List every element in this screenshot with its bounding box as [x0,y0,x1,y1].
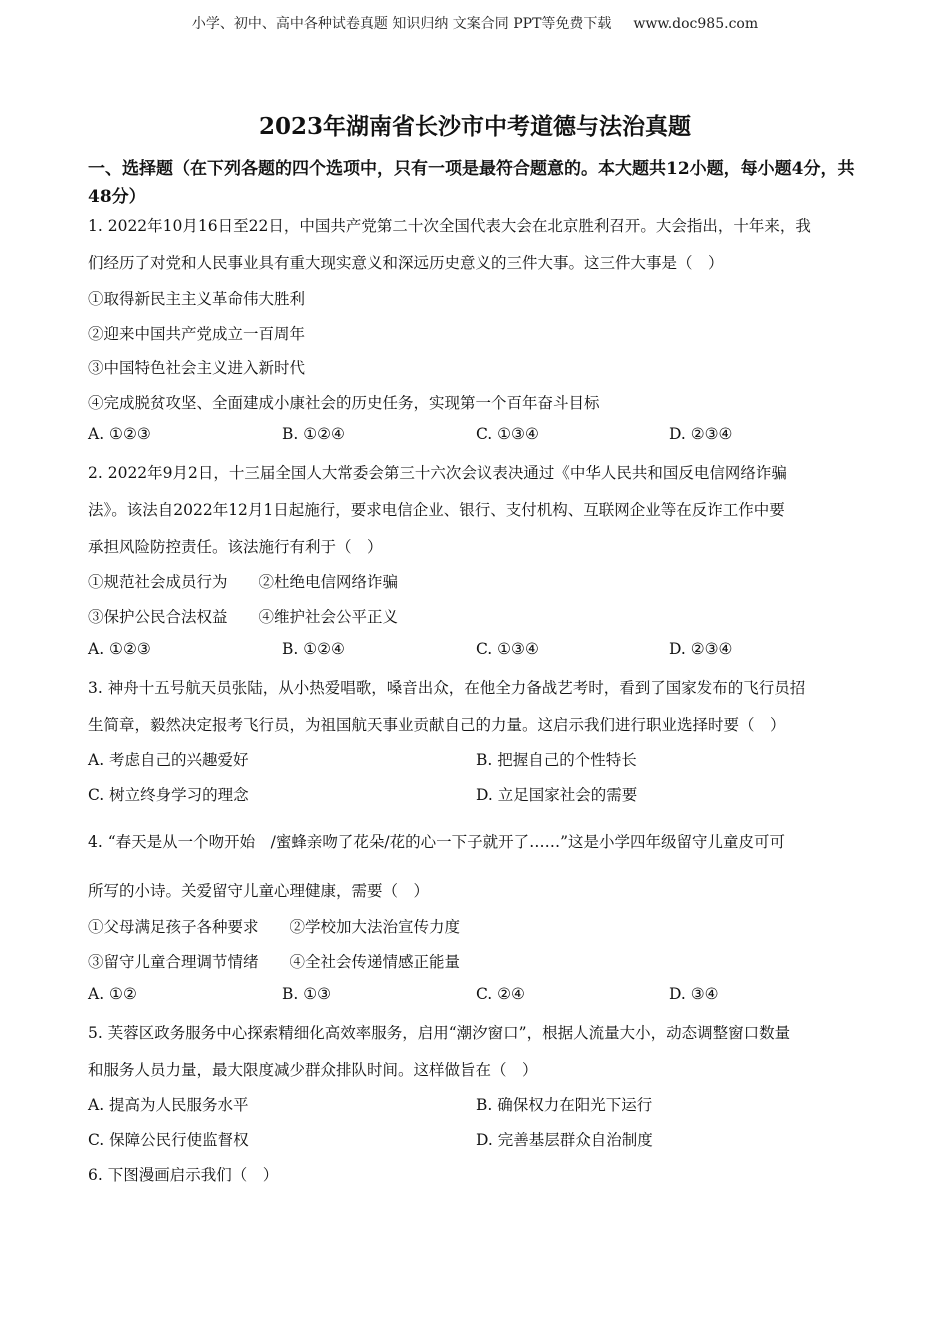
q4-option-b[interactable]: B. ①③ [282,985,332,1003]
q2-option-a[interactable]: A. ①②③ [88,640,151,658]
q5-option-c[interactable]: C. 保障公民行使监督权 [88,1131,249,1149]
q1-item-2: ②迎来中国共产党成立一百周年 [88,325,306,343]
section-heading: 一、选择题（在下列各题的四个选项中，只有一项是最符合题意的。本大题共12小题，每小题4分，共48分） [88,159,855,207]
q2-option-c[interactable]: C. ①③④ [476,640,539,658]
q4-option-d[interactable]: D. ③④ [669,985,719,1003]
q1-option-c[interactable]: C. ①③④ [476,425,539,443]
exam-title: 2023年湖南省长沙市中考道德与法治真题 [258,113,691,140]
q2-items-row-1: ①规范社会成员行为 ②杜绝电信网络诈骗 [88,573,399,591]
q3-option-d[interactable]: D. 立足国家社会的需要 [476,786,638,804]
q4-stem-line-1: 4. “春天是从一个吻开始 /蜜蜂亲吻了花朵/花的心一下子就开了……”这是小学四年级留守儿童皮可可 [88,833,786,851]
header-text: 小学、初中、高中各种试卷真题 知识归纳 文案合同 PPT等免费下载 [191,16,612,32]
q1-item-3: ③中国特色社会主义进入新时代 [88,359,306,377]
q1-option-d[interactable]: D. ②③④ [669,425,733,443]
q5-stem-line-1: 5. 芙蓉区政务服务中心探索精细化高效率服务，启用“潮汐窗口”，根据人流量大小，动态调整窗口数量 [88,1024,791,1042]
q1-option-b[interactable]: B. ①②④ [282,425,345,443]
q4-items-row-1: ①父母满足孩子各种要求 ②学校加大法治宣传力度 [88,918,461,936]
q5-option-d[interactable]: D. 完善基层群众自治制度 [476,1131,653,1149]
q3-option-a[interactable]: A. 考虑自己的兴趣爱好 [88,751,249,769]
q2-stem-line-3: 承担风险防控责任。该法施行有利于（ ） [88,538,383,556]
q1-option-a[interactable]: A. ①②③ [88,425,151,443]
page-header [0,13,950,33]
q4-option-c[interactable]: C. ②④ [476,985,525,1003]
q3-stem-line-1: 3. 神舟十五号航天员张陆，从小热爱唱歌，嗓音出众，在他全力备战艺考时，看到了国家发布的飞行员招 [88,679,806,697]
q1-stem-line-1: 1. 2022年10月16日至22日，中国共产党第二十次全国代表大会在北京胜利召开。大会指出，十年来，我 [88,217,811,235]
q4-items-row-2: ③留守儿童合理调节情绪 ④全社会传递情感正能量 [88,953,461,971]
q4-option-a[interactable]: A. ①② [88,985,137,1003]
q6-stem-line-1: 6. 下图漫画启示我们（ ） [88,1166,279,1184]
header-url[interactable]: www.doc985.com [633,16,759,32]
q3-option-c[interactable]: C. 树立终身学习的理念 [88,786,249,804]
q1-item-1: ①取得新民主主义革命伟大胜利 [88,290,306,308]
q2-items-row-2: ③保护公民合法权益 ④维护社会公平正义 [88,608,399,626]
q1-stem-line-2: 们经历了对党和人民事业具有重大现实意义和深远历史意义的三件大事。这三件大事是（ ） [88,254,724,272]
q2-stem-line-2: 法》。该法自2022年12月1日起施行，要求电信企业、银行、支付机构、互联网企业等在反诈工作中要 [88,501,785,519]
q3-stem-line-2: 生简章，毅然决定报考飞行员，为祖国航天事业贡献自己的力量。这启示我们进行职业选择时要（ ） [88,716,786,734]
q2-option-b[interactable]: B. ①②④ [282,640,345,658]
q5-stem-line-2: 和服务人员力量，最大限度减少群众排队时间。这样做旨在（ ） [88,1061,538,1079]
q3-option-b[interactable]: B. 把握自己的个性特长 [476,751,637,769]
q5-option-a[interactable]: A. 提高为人民服务水平 [88,1096,249,1114]
q2-stem-line-1: 2. 2022年9月2日，十三届全国人大常委会第三十六次会议表决通过《中华人民共和国反电信网络诈骗 [88,464,787,482]
q2-option-d[interactable]: D. ②③④ [669,640,733,658]
q5-option-b[interactable]: B. 确保权力在阳光下运行 [476,1096,653,1114]
q4-stem-line-2: 所写的小诗。关爱留守儿童心理健康，需要（ ） [88,882,430,900]
q1-item-4: ④完成脱贫攻坚、全面建成小康社会的历史任务，实现第一个百年奋斗目标 [88,394,600,412]
